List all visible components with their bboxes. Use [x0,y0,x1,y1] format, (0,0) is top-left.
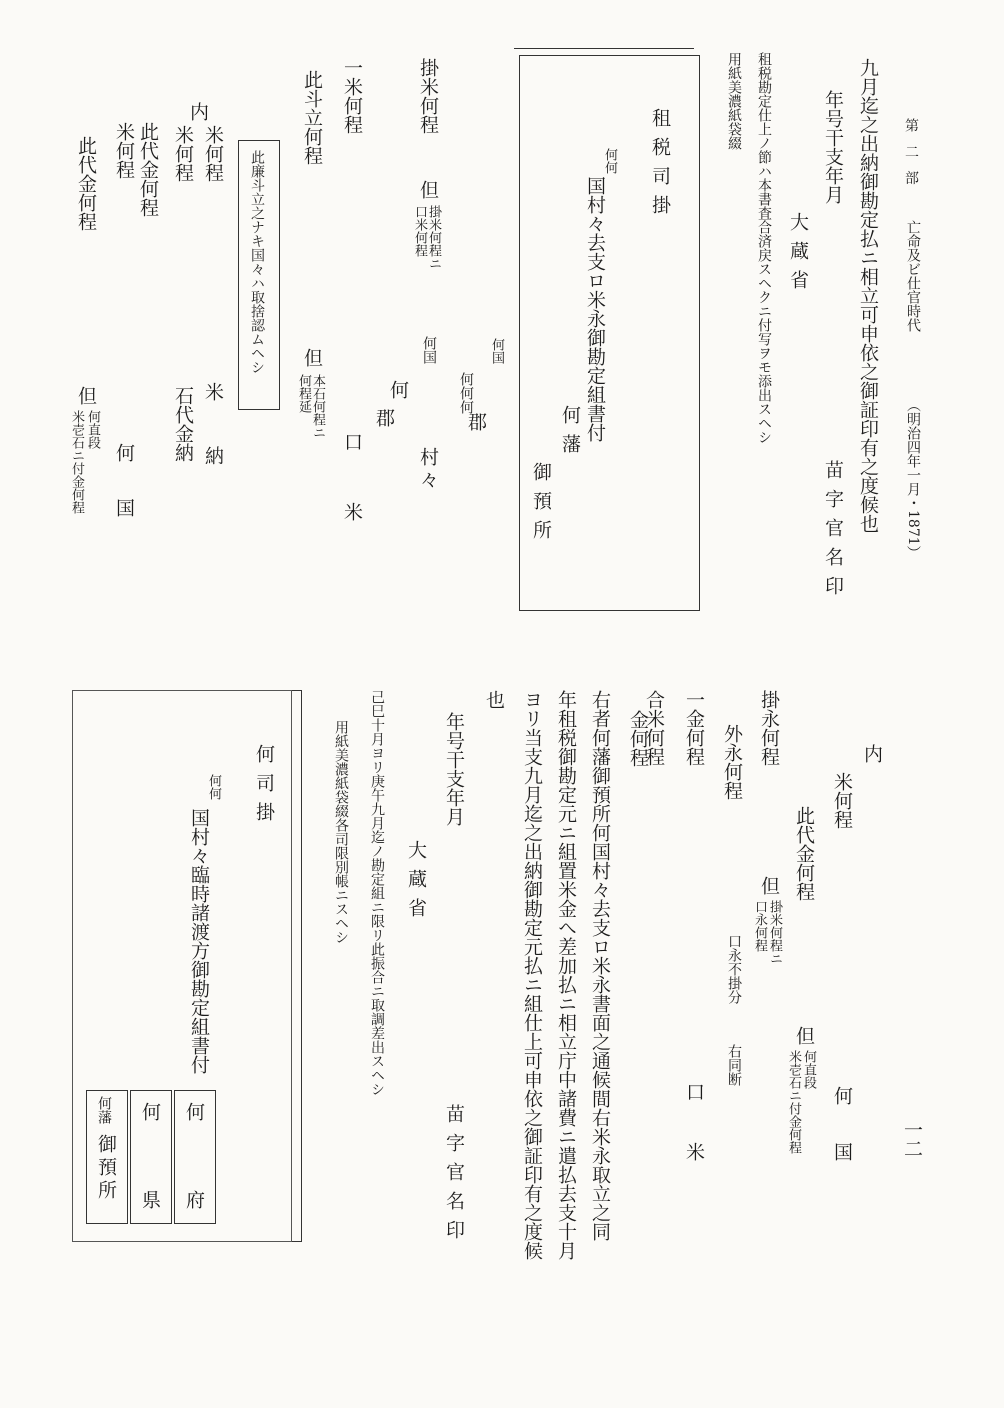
uchi-kome-2: 米何程 [172,125,194,182]
top-cover-box-edge [514,48,694,49]
b-kome-nani: 米何程 [831,772,853,829]
b-signature: 苗字官名印 [443,1104,465,1249]
b-nani: 何 [831,1086,853,1105]
section-title: 亡命及ビ仕官時代 [905,220,921,332]
b-tadashi-note-2: 米壱石ニ付金何程 [786,1050,801,1154]
top-box-han: 何藩 [559,405,581,463]
gun-label: 郡 [465,412,487,431]
top-title: 九月迄之出納御勘定払ニ相立可申依之御証印有之度候也 [857,58,879,533]
b-para-3: ヨリ当支九月迄之出納御勘定元払ニ組仕上可申依之御証印有之度候 [521,690,543,1260]
tadashi-3: 但 [75,386,97,405]
b-ministry: 大蔵省 [405,840,427,927]
top-note-2: 用紙美濃紙袋綴 [726,52,742,150]
section-date: （明治四年一月・1871） [905,398,921,560]
b-kome: 米 [683,1142,705,1161]
top-box-yo: 御預所 [530,462,552,549]
mura-label: 村々 [417,447,439,493]
no-label: 納 [202,446,224,465]
gun2-nani: 何 [387,380,409,399]
ken-label: 県 [139,1190,161,1209]
kuni-label: 国 [113,498,135,517]
tadashi-1-note-2: 口米何程 [412,205,427,257]
page-number: 一二 [901,1120,923,1158]
b-goukei-1: 合米何程 [643,690,665,766]
b-para-4: 也 [483,690,505,709]
uchi-label: 内 [187,102,209,121]
kono-to: 此斗立何程 [301,70,323,165]
fu-nani: 何 [183,1102,205,1121]
b-tadashi: 但 [793,1026,815,1045]
koku-label: 何国 [421,336,437,364]
kono-dai: 此代金何程 [137,122,159,217]
top-signature: 苗字官名印 [822,460,844,605]
yo-label: 御預所 [95,1134,117,1203]
top-box-dept: 租税司掛 [649,108,671,224]
kome-no: 米 [202,382,224,401]
b-kuchiei: 口永不掛分 [726,934,742,1004]
komei-line: 一米何程 [341,58,363,134]
tadashi-2-note-1: 本石何程ニ [310,374,325,439]
kakemai: 掛米何程 [417,58,439,134]
tadashi-2-note-2: 何程延 [296,374,311,413]
b-year: 年号干支年月 [443,712,465,826]
ken-nani: 何 [139,1102,161,1121]
top-note-1: 租税勘定仕上ノ節ハ本書査合済戻スヘクニ付写ヲモ添出スヘシ [756,52,772,444]
tadashi-1: 但 [417,180,439,199]
tadashi-3-note-2: 米壱石ニ付金何程 [69,410,84,514]
kuchi-label: 口 [341,432,363,451]
kono-dai-2: 此代金何程 [75,136,97,231]
b-migi-dou: 右同断 [726,1044,742,1086]
b-kakeei: 掛永何程 [758,690,780,766]
tadashi-2: 但 [301,348,323,367]
b-goukei-2: 金何程 [627,710,649,767]
gun-kuni: 何国 [489,338,504,364]
b-gaiei: 外永何程 [721,724,743,800]
boxed-note: 此廉斗立之ナキ国々ハ取捨認ムヘシ [249,150,265,374]
b-kuchi: 口 [683,1082,705,1101]
nani-label: 何 [113,443,135,462]
b-ikkin: 一金何程 [683,690,705,766]
fu-label: 府 [183,1190,205,1209]
b-para-2: 年租税御勘定元ニ組置米金へ差加払ニ相立庁中諸費ニ遣払去支十月 [555,690,577,1260]
b-uchi: 内 [861,744,883,763]
uchi-kome: 米何程 [202,125,224,182]
kome-label: 米 [341,502,363,521]
b-note-1: 己巳十月ヨリ庚午九月迄ノ勘定組ニ限リ此振合ニ取調差出スヘシ [369,690,385,1096]
gun-nannan: 何何何 [458,372,474,414]
b-tadashi-b-note-1: 掛米何程ニ [767,900,782,965]
top-box-main: 国村々去支ロ米永御勘定組書付 [584,176,606,442]
gun2-gun: 郡 [373,408,395,427]
b-tadashi-b: 但 [758,876,780,895]
b-para-1: 右者何藩御預所何国村々去支ロ米永書面之通候間右米永取立之同 [589,690,611,1241]
top-year: 年号干支年月 [822,90,844,204]
b-tadashi-b-note-2: 口永何程 [752,900,767,952]
b-note-2: 用紙美濃紙袋綴各司限別帳ニスヘシ [333,720,349,944]
top-box-small: 何何 [602,148,617,174]
b-box-dept: 何司掛 [253,744,275,831]
b-kono-dai: 此代金何程 [793,806,815,901]
part-label: 第 二 部 [903,118,919,189]
koku-dai: 石代金納 [172,386,194,462]
b-box-main: 国村々臨時諸渡方御勘定組書付 [188,808,210,1074]
han-label: 何藩 [96,1096,112,1124]
tadashi-1-note-1: 掛米何程ニ [426,205,441,270]
b-kuni: 国 [831,1142,853,1161]
b-tadashi-note-1: 何直段 [801,1050,816,1089]
b-box-small: 何何 [206,774,221,800]
top-ministry: 大蔵省 [787,212,809,299]
kome-nani: 米何程 [113,122,135,179]
tadashi-3-note-1: 何直段 [85,410,100,449]
